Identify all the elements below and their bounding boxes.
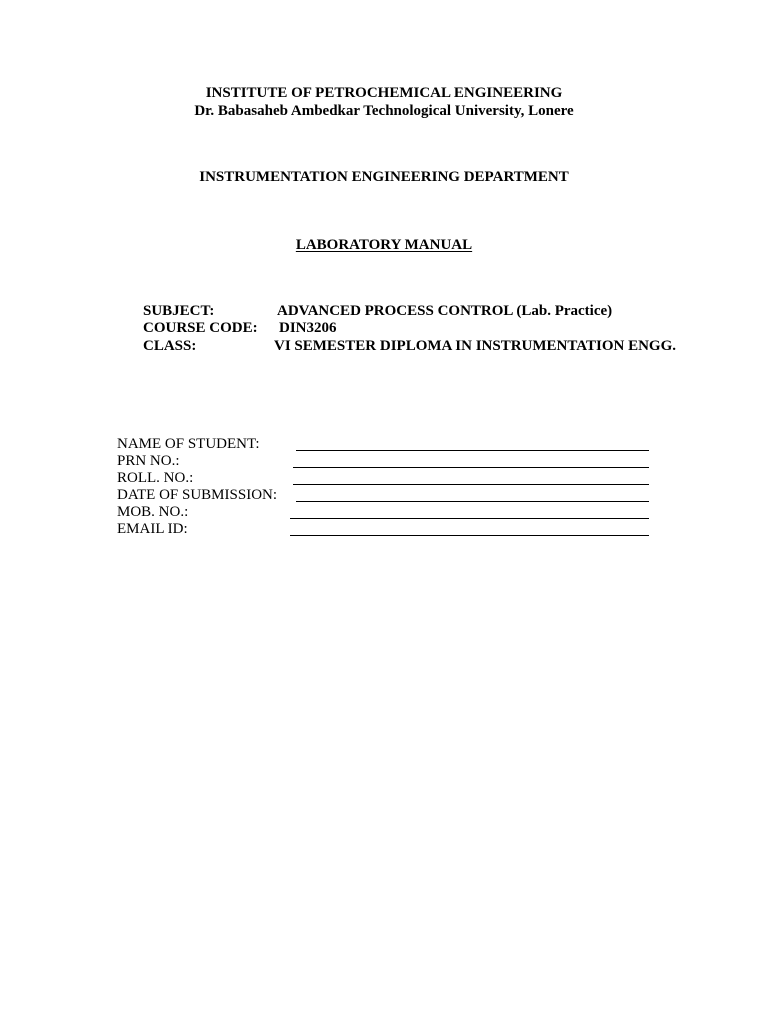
mobile-blank[interactable] — [290, 518, 649, 519]
class-value: VI SEMESTER DIPLOMA IN INSTRUMENTATION ENGG. — [274, 338, 677, 354]
submission-date-row — [117, 487, 657, 504]
course-code-row — [143, 319, 703, 337]
university-name: Dr. Babasaheb Ambedkar Technological University, Lonere — [194, 103, 574, 119]
prn-label: PRN NO.: — [117, 453, 180, 469]
prn-blank[interactable] — [293, 467, 649, 468]
subject-row — [143, 302, 703, 320]
submission-date-blank[interactable] — [296, 501, 649, 502]
roll-no-label: ROLL. NO.: — [117, 470, 194, 486]
subject-value: ADVANCED PROCESS CONTROL (Lab. Practice) — [277, 303, 613, 319]
student-name-label: NAME OF STUDENT: — [117, 436, 260, 452]
manual-title-text: LABORATORY MANUAL — [295, 237, 473, 253]
email-row — [117, 521, 657, 538]
student-name-row — [117, 436, 657, 453]
course-code-value: DIN3206 — [279, 320, 337, 336]
institute-name: INSTITUTE OF PETROCHEMICAL ENGINEERING — [205, 85, 563, 101]
student-name-blank[interactable] — [296, 450, 649, 451]
course-code-label: COURSE CODE: — [143, 320, 258, 336]
class-row — [143, 337, 703, 355]
mobile-row — [117, 504, 657, 521]
manual-title — [0, 236, 768, 254]
class-label: CLASS: — [143, 338, 197, 354]
subject-label: SUBJECT: — [143, 303, 215, 319]
roll-no-blank[interactable] — [293, 484, 649, 485]
department-name: INSTRUMENTATION ENGINEERING DEPARTMENT — [199, 169, 569, 185]
email-blank[interactable] — [290, 535, 649, 536]
submission-date-label: DATE OF SUBMISSION: — [117, 487, 278, 503]
email-label: EMAIL ID: — [117, 521, 188, 537]
roll-no-row — [117, 470, 657, 487]
mobile-label: MOB. NO.: — [117, 504, 189, 520]
prn-row — [117, 453, 657, 470]
